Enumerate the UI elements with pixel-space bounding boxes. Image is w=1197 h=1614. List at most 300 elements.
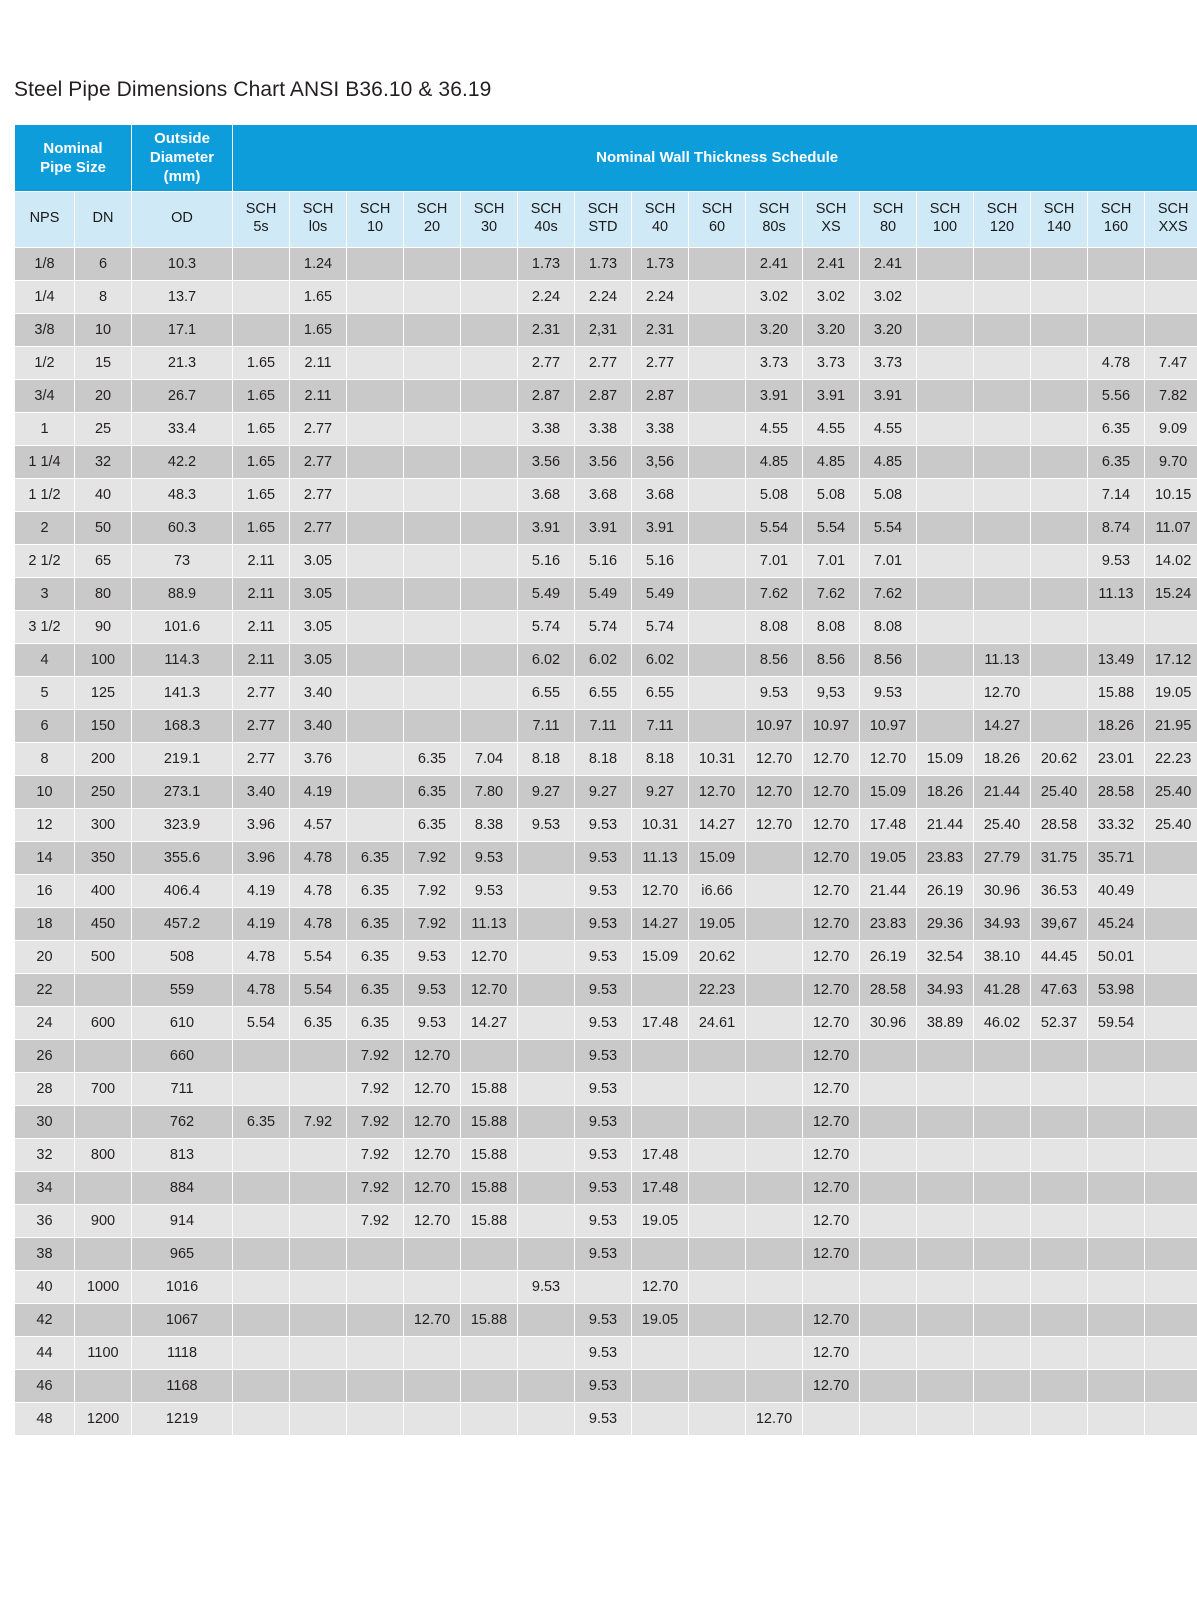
cell-schedule-value: 12.70 — [803, 874, 860, 907]
cell-schedule-value — [803, 1270, 860, 1303]
cell-schedule-value — [290, 1369, 347, 1402]
cell-schedule-value — [974, 610, 1031, 643]
cell-schedule-value: 7.92 — [347, 1138, 404, 1171]
cell-dn: 150 — [75, 709, 132, 742]
cell-schedule-value — [461, 280, 518, 313]
cell-schedule-value: 26.19 — [860, 940, 917, 973]
cell-schedule-value: 12.70 — [461, 973, 518, 1006]
cell-schedule-value — [1088, 1072, 1145, 1105]
cell-schedule-value — [518, 1237, 575, 1270]
header-nominal-pipe-size — [15, 125, 132, 192]
cell-schedule-value: 7.80 — [461, 775, 518, 808]
cell-schedule-value — [1031, 412, 1088, 445]
cell-nps: 16 — [15, 874, 75, 907]
column-header-sch-10 — [347, 191, 404, 247]
cell-schedule-value: 18.26 — [917, 775, 974, 808]
cell-schedule-value: 9.53 — [575, 1237, 632, 1270]
cell-schedule-value: 21.95 — [1145, 709, 1197, 742]
cell-schedule-value: 2.77 — [290, 478, 347, 511]
cell-schedule-value: 12.70 — [974, 676, 1031, 709]
cell-od: 508 — [132, 940, 233, 973]
column-header-main: SCH — [588, 201, 619, 217]
cell-nps: 24 — [15, 1006, 75, 1039]
cell-schedule-value — [746, 1270, 803, 1303]
cell-schedule-value: 10.97 — [746, 709, 803, 742]
cell-schedule-value — [860, 1072, 917, 1105]
cell-schedule-value — [746, 1369, 803, 1402]
cell-schedule-value: 12.70 — [404, 1072, 461, 1105]
column-header-main: SCH — [246, 201, 277, 217]
cell-schedule-value — [1031, 709, 1088, 742]
cell-schedule-value — [290, 1270, 347, 1303]
page-title: Steel Pipe Dimensions Chart ANSI B36.10 & 36.19 — [14, 78, 1189, 102]
cell-nps: 1 1/2 — [15, 478, 75, 511]
cell-schedule-value: 15.88 — [461, 1105, 518, 1138]
cell-schedule-value: 32.54 — [917, 940, 974, 973]
cell-nps: 5 — [15, 676, 75, 709]
cell-schedule-value — [917, 412, 974, 445]
cell-schedule-value — [689, 1105, 746, 1138]
cell-schedule-value: 6.02 — [518, 643, 575, 676]
cell-schedule-value: 24.61 — [689, 1006, 746, 1039]
cell-schedule-value: 1.65 — [233, 346, 290, 379]
cell-schedule-value — [461, 577, 518, 610]
cell-schedule-value — [347, 445, 404, 478]
cell-schedule-value: 12.70 — [632, 1270, 689, 1303]
cell-dn: 25 — [75, 412, 132, 445]
cell-schedule-value — [860, 1270, 917, 1303]
cell-schedule-value: 17.48 — [632, 1138, 689, 1171]
cell-dn: 10 — [75, 313, 132, 346]
header-od-line2: Diameter — [150, 149, 214, 166]
cell-schedule-value — [689, 346, 746, 379]
table-row — [15, 874, 1197, 907]
cell-schedule-value — [917, 544, 974, 577]
cell-schedule-value: 9.53 — [575, 1105, 632, 1138]
cell-schedule-value — [746, 1105, 803, 1138]
cell-schedule-value — [461, 709, 518, 742]
cell-schedule-value: 12.70 — [803, 1237, 860, 1270]
cell-schedule-value — [461, 1336, 518, 1369]
cell-schedule-value: 5.08 — [860, 478, 917, 511]
cell-schedule-value — [1031, 1303, 1088, 1336]
cell-schedule-value: 3.91 — [518, 511, 575, 544]
cell-nps: 44 — [15, 1336, 75, 1369]
cell-schedule-value — [233, 1039, 290, 1072]
cell-schedule-value — [233, 247, 290, 280]
cell-schedule-value — [974, 1072, 1031, 1105]
cell-schedule-value: 40.49 — [1088, 874, 1145, 907]
cell-schedule-value: 6.35 — [1088, 445, 1145, 478]
cell-schedule-value — [404, 478, 461, 511]
cell-schedule-value: 8.08 — [860, 610, 917, 643]
cell-schedule-value: 12.70 — [803, 808, 860, 841]
cell-schedule-value: 12.70 — [803, 1072, 860, 1105]
cell-schedule-value: 11.13 — [461, 907, 518, 940]
cell-schedule-value: 2.77 — [575, 346, 632, 379]
column-header-sub: 60 — [690, 219, 744, 237]
cell-schedule-value — [290, 1303, 347, 1336]
cell-schedule-value — [746, 874, 803, 907]
cell-schedule-value: 3.38 — [632, 412, 689, 445]
cell-schedule-value: 6.02 — [632, 643, 689, 676]
cell-schedule-value: 12.70 — [746, 775, 803, 808]
cell-od: 1067 — [132, 1303, 233, 1336]
cell-schedule-value — [746, 1237, 803, 1270]
cell-schedule-value — [347, 643, 404, 676]
cell-od: 711 — [132, 1072, 233, 1105]
cell-schedule-value — [404, 346, 461, 379]
cell-schedule-value: 9.27 — [632, 775, 689, 808]
cell-schedule-value — [575, 1270, 632, 1303]
cell-schedule-value — [404, 313, 461, 346]
cell-schedule-value — [461, 643, 518, 676]
cell-schedule-value: 9.70 — [1145, 445, 1197, 478]
cell-od: 884 — [132, 1171, 233, 1204]
cell-schedule-value: 5.49 — [575, 577, 632, 610]
cell-dn: 6 — [75, 247, 132, 280]
cell-schedule-value — [1145, 313, 1197, 346]
cell-schedule-value — [974, 1369, 1031, 1402]
cell-schedule-value — [917, 313, 974, 346]
cell-schedule-value: 7.62 — [746, 577, 803, 610]
cell-schedule-value: 3.73 — [860, 346, 917, 379]
cell-schedule-value: 2.77 — [632, 346, 689, 379]
cell-schedule-value — [518, 1402, 575, 1435]
cell-dn: 80 — [75, 577, 132, 610]
cell-schedule-value: 6.35 — [347, 841, 404, 874]
cell-schedule-value — [974, 544, 1031, 577]
cell-schedule-value: 6.35 — [347, 940, 404, 973]
cell-schedule-value: 44.45 — [1031, 940, 1088, 973]
table-row — [15, 940, 1197, 973]
cell-schedule-value — [1145, 1237, 1197, 1270]
cell-schedule-value: 3.68 — [518, 478, 575, 511]
cell-schedule-value — [974, 1303, 1031, 1336]
cell-schedule-value: 1.65 — [233, 445, 290, 478]
cell-schedule-value: 6.35 — [347, 874, 404, 907]
cell-schedule-value — [347, 1336, 404, 1369]
cell-schedule-value: 7.92 — [347, 1072, 404, 1105]
cell-od: 33.4 — [132, 412, 233, 445]
cell-schedule-value: 2.31 — [518, 313, 575, 346]
cell-schedule-value — [689, 1237, 746, 1270]
cell-schedule-value: 28.58 — [1031, 808, 1088, 841]
cell-schedule-value — [689, 1369, 746, 1402]
cell-schedule-value: 12.70 — [404, 1204, 461, 1237]
cell-schedule-value: 7.01 — [803, 544, 860, 577]
column-header-sub: 5s — [234, 219, 288, 237]
cell-schedule-value: 4.78 — [233, 940, 290, 973]
cell-schedule-value: 12.70 — [803, 1105, 860, 1138]
header-wall-thickness-schedule: Nominal Wall Thickness Schedule — [233, 125, 1197, 192]
column-header-sch-30 — [461, 191, 518, 247]
cell-schedule-value — [290, 1171, 347, 1204]
column-header-nps — [15, 191, 75, 247]
table-row — [15, 412, 1197, 445]
column-header-main: SCH — [759, 201, 790, 217]
cell-schedule-value: 7.04 — [461, 742, 518, 775]
cell-schedule-value: 45.24 — [1088, 907, 1145, 940]
table-row — [15, 313, 1197, 346]
cell-schedule-value — [461, 247, 518, 280]
cell-schedule-value — [1145, 1270, 1197, 1303]
cell-schedule-value: 28.58 — [1088, 775, 1145, 808]
cell-schedule-value: 3.38 — [575, 412, 632, 445]
header-nps-line2: Pipe Size — [40, 159, 106, 176]
cell-schedule-value — [917, 1072, 974, 1105]
cell-od: 26.7 — [132, 379, 233, 412]
column-header-sub: 80s — [747, 219, 801, 237]
cell-schedule-value: 12.70 — [746, 1402, 803, 1435]
table-row — [15, 577, 1197, 610]
cell-schedule-value — [1031, 1270, 1088, 1303]
cell-schedule-value: 3.02 — [860, 280, 917, 313]
column-header-main: SCH — [1044, 201, 1075, 217]
cell-schedule-value — [689, 313, 746, 346]
cell-nps: 3 — [15, 577, 75, 610]
cell-schedule-value: 9.53 — [575, 973, 632, 1006]
cell-schedule-value: 7.82 — [1145, 379, 1197, 412]
cell-schedule-value: 3.91 — [803, 379, 860, 412]
cell-schedule-value: 9.53 — [575, 808, 632, 841]
cell-nps: 3/4 — [15, 379, 75, 412]
column-header-sch-xs — [803, 191, 860, 247]
cell-schedule-value — [1145, 280, 1197, 313]
table-row — [15, 1336, 1197, 1369]
cell-schedule-value: 3.91 — [632, 511, 689, 544]
cell-schedule-value: 21.44 — [917, 808, 974, 841]
cell-schedule-value — [860, 1237, 917, 1270]
table-row — [15, 643, 1197, 676]
cell-schedule-value: 1.65 — [290, 313, 347, 346]
cell-schedule-value: 3.68 — [575, 478, 632, 511]
cell-schedule-value: 12.70 — [404, 1039, 461, 1072]
cell-schedule-value — [746, 1336, 803, 1369]
cell-schedule-value — [974, 577, 1031, 610]
cell-schedule-value — [347, 1369, 404, 1402]
cell-schedule-value — [347, 1402, 404, 1435]
cell-schedule-value: 2.77 — [290, 412, 347, 445]
cell-od: 114.3 — [132, 643, 233, 676]
column-header-sub: 120 — [975, 219, 1029, 237]
cell-od: 273.1 — [132, 775, 233, 808]
cell-schedule-value — [860, 1402, 917, 1435]
cell-schedule-value: 14.27 — [461, 1006, 518, 1039]
cell-schedule-value — [518, 1171, 575, 1204]
cell-schedule-value: 25.40 — [1031, 775, 1088, 808]
cell-schedule-value — [1031, 1336, 1088, 1369]
cell-schedule-value: 5.54 — [803, 511, 860, 544]
cell-schedule-value — [1088, 1237, 1145, 1270]
table-row — [15, 511, 1197, 544]
cell-schedule-value: 6.02 — [575, 643, 632, 676]
cell-schedule-value: 5.54 — [290, 940, 347, 973]
cell-schedule-value: 9.53 — [575, 1336, 632, 1369]
column-header-sch-140 — [1031, 191, 1088, 247]
cell-schedule-value — [689, 1138, 746, 1171]
cell-schedule-value — [347, 280, 404, 313]
cell-schedule-value: 2,31 — [575, 313, 632, 346]
cell-schedule-value — [974, 1237, 1031, 1270]
cell-schedule-value — [1088, 1303, 1145, 1336]
cell-schedule-value — [689, 709, 746, 742]
column-header-sub: 100 — [918, 219, 972, 237]
table-row — [15, 973, 1197, 1006]
cell-dn — [75, 1237, 132, 1270]
cell-schedule-value — [803, 1402, 860, 1435]
cell-schedule-value: 38.10 — [974, 940, 1031, 973]
cell-schedule-value: 2.11 — [233, 577, 290, 610]
cell-od: 17.1 — [132, 313, 233, 346]
cell-schedule-value — [1031, 676, 1088, 709]
cell-schedule-value — [347, 1237, 404, 1270]
cell-schedule-value: 5.08 — [803, 478, 860, 511]
cell-schedule-value: 9.53 — [461, 841, 518, 874]
cell-schedule-value: 26.19 — [917, 874, 974, 907]
cell-schedule-value — [461, 379, 518, 412]
cell-schedule-value — [917, 1204, 974, 1237]
cell-schedule-value — [1031, 346, 1088, 379]
cell-schedule-value: 7.92 — [404, 874, 461, 907]
cell-schedule-value — [347, 544, 404, 577]
cell-dn: 50 — [75, 511, 132, 544]
cell-nps: 30 — [15, 1105, 75, 1138]
cell-schedule-value: 4.78 — [233, 973, 290, 1006]
column-header-sch-160 — [1088, 191, 1145, 247]
cell-nps: 3/8 — [15, 313, 75, 346]
table-row — [15, 247, 1197, 280]
cell-schedule-value — [1088, 1402, 1145, 1435]
table-row — [15, 610, 1197, 643]
column-header-sch-std — [575, 191, 632, 247]
cell-schedule-value: 9.53 — [575, 1369, 632, 1402]
cell-od: 660 — [132, 1039, 233, 1072]
cell-schedule-value: 2.77 — [290, 511, 347, 544]
cell-schedule-value — [860, 1369, 917, 1402]
cell-schedule-value: 4.55 — [746, 412, 803, 445]
cell-schedule-value: 9.53 — [746, 676, 803, 709]
cell-schedule-value — [974, 280, 1031, 313]
cell-od: 141.3 — [132, 676, 233, 709]
cell-od: 813 — [132, 1138, 233, 1171]
cell-schedule-value: 1.65 — [233, 478, 290, 511]
cell-schedule-value — [689, 445, 746, 478]
header-od-line1: Outside — [154, 130, 210, 147]
cell-od: 42.2 — [132, 445, 233, 478]
cell-od: 10.3 — [132, 247, 233, 280]
cell-schedule-value — [1145, 1171, 1197, 1204]
sub-header-row — [15, 191, 1197, 247]
cell-schedule-value — [974, 478, 1031, 511]
cell-schedule-value: 3.05 — [290, 610, 347, 643]
cell-schedule-value — [1031, 577, 1088, 610]
table-row — [15, 1402, 1197, 1435]
cell-schedule-value: 4.85 — [746, 445, 803, 478]
cell-schedule-value — [1088, 1270, 1145, 1303]
column-header-main: SCH — [417, 201, 448, 217]
column-header-sub: 160 — [1089, 219, 1143, 237]
cell-nps: 4 — [15, 643, 75, 676]
cell-schedule-value: 2.24 — [575, 280, 632, 313]
cell-schedule-value — [461, 1369, 518, 1402]
cell-schedule-value — [1088, 247, 1145, 280]
cell-schedule-value — [689, 1171, 746, 1204]
cell-schedule-value: 8.56 — [746, 643, 803, 676]
cell-dn: 65 — [75, 544, 132, 577]
cell-schedule-value — [518, 1369, 575, 1402]
cell-schedule-value — [1145, 1138, 1197, 1171]
cell-schedule-value — [974, 412, 1031, 445]
cell-nps: 3 1/2 — [15, 610, 75, 643]
cell-schedule-value — [632, 973, 689, 1006]
cell-schedule-value — [917, 709, 974, 742]
cell-schedule-value: 17.48 — [632, 1006, 689, 1039]
cell-schedule-value — [974, 511, 1031, 544]
cell-schedule-value — [1145, 940, 1197, 973]
cell-schedule-value: 1.73 — [575, 247, 632, 280]
cell-nps: 1/4 — [15, 280, 75, 313]
cell-schedule-value: 9.53 — [575, 841, 632, 874]
cell-schedule-value — [347, 313, 404, 346]
column-header-main: SCH — [531, 201, 562, 217]
cell-schedule-value: 2.41 — [803, 247, 860, 280]
cell-schedule-value — [404, 1270, 461, 1303]
cell-dn: 15 — [75, 346, 132, 379]
cell-schedule-value — [632, 1039, 689, 1072]
cell-schedule-value — [518, 940, 575, 973]
cell-schedule-value: 14.27 — [632, 907, 689, 940]
cell-schedule-value — [1088, 313, 1145, 346]
cell-schedule-value — [290, 1039, 347, 1072]
cell-schedule-value: i6.66 — [689, 874, 746, 907]
column-header-main: SCH — [873, 201, 904, 217]
cell-dn — [75, 973, 132, 1006]
table-row — [15, 1369, 1197, 1402]
cell-schedule-value — [347, 1303, 404, 1336]
cell-schedule-value: 7.92 — [347, 1039, 404, 1072]
column-header-sub: 10 — [348, 219, 402, 237]
cell-dn: 500 — [75, 940, 132, 973]
cell-schedule-value: 1.65 — [233, 379, 290, 412]
cell-schedule-value: 3.76 — [290, 742, 347, 775]
cell-schedule-value — [404, 1402, 461, 1435]
cell-schedule-value: 7.47 — [1145, 346, 1197, 379]
cell-schedule-value — [746, 940, 803, 973]
cell-schedule-value — [917, 1237, 974, 1270]
column-header-sub: 80 — [861, 219, 915, 237]
cell-schedule-value: 8.56 — [803, 643, 860, 676]
cell-schedule-value: 12.70 — [803, 907, 860, 940]
cell-schedule-value — [404, 643, 461, 676]
cell-schedule-value — [233, 1402, 290, 1435]
cell-schedule-value — [632, 1402, 689, 1435]
cell-schedule-value: 3.05 — [290, 643, 347, 676]
cell-schedule-value — [1145, 1072, 1197, 1105]
cell-schedule-value — [917, 1138, 974, 1171]
cell-schedule-value: 4.19 — [233, 907, 290, 940]
cell-schedule-value: 1.73 — [518, 247, 575, 280]
cell-schedule-value: 9.53 — [518, 1270, 575, 1303]
cell-schedule-value: 15.88 — [461, 1138, 518, 1171]
cell-schedule-value — [917, 379, 974, 412]
cell-schedule-value — [1145, 247, 1197, 280]
table-row — [15, 1237, 1197, 1270]
cell-nps: 2 — [15, 511, 75, 544]
column-header-sub: 30 — [462, 219, 516, 237]
cell-schedule-value — [746, 907, 803, 940]
cell-schedule-value: 9.53 — [575, 874, 632, 907]
